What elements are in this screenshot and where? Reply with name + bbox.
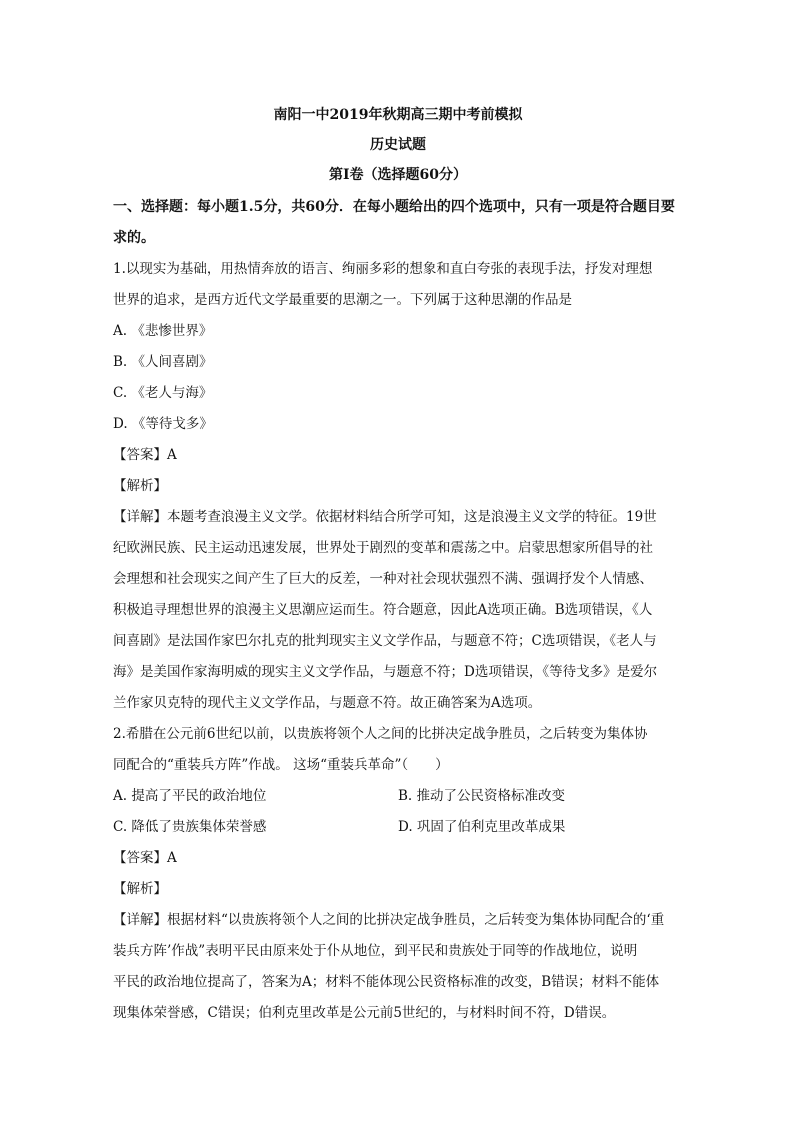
volume-title: 第Ⅰ卷（选择题60分） — [328, 167, 468, 183]
document-page — [113, 100, 683, 1029]
q1-option-b: B. 《人间喜剧》 — [113, 354, 213, 370]
q1-option-d: D. 《等待戈多》 — [113, 416, 213, 432]
q2-options-row-2 — [113, 812, 683, 843]
q2-detail-line: 平民的政治地位提高了，答案为A；材料不能体现公民资格标准的改变，B错误；材料不能体 — [113, 974, 660, 990]
q1-detail-line: 兰作家贝克特的现代主义文学作品，与题意不符。故正确答案为A选项。 — [113, 695, 542, 711]
q1-detail-line: 会理想和社会现实之间产生了巨大的反差，一种对社会现状强烈不满、强调抒发个人情感、 — [113, 571, 653, 587]
q2-option-a: A. 提高了平民的政治地位 — [113, 788, 267, 804]
q1-answer: 【答案】A — [113, 447, 177, 463]
subject-title: 历史试题 — [370, 137, 426, 153]
section-instructions — [113, 192, 683, 254]
q1-option-a: A. 《悲惨世界》 — [113, 323, 213, 339]
q2-option-d: D. 巩固了伯利克里改革成果 — [398, 819, 566, 835]
section-line-1: 一、选择题：每小题1.5分，共60分．在每小题给出的四个选项中，只有一项是符合题目要 — [113, 199, 675, 215]
q2-options-row-1 — [113, 781, 683, 812]
q1-detail-line: 海》是美国作家海明威的现实主义文学作品，与题意不符；D选项错误，《等待戈多》是爱尔 — [113, 664, 658, 680]
q1-detail-line: 【详解】本题考查浪漫主义文学。依据材料结合所学可知，这是浪漫主义文学的特征。19世 — [113, 509, 657, 525]
q2-stem-line-1: 2.希腊在公元前6世纪以前，以贵族将领个人之间的比拼决定战争胜员，之后转变为集体协 — [113, 726, 648, 742]
q1-detail-line: 间喜剧》是法国作家巴尔扎克的批判现实主义文学作品，与题意不符；C选项错误，《老人与 — [113, 633, 657, 649]
question-1 — [113, 254, 683, 719]
q2-analysis-label: 【解析】 — [113, 881, 167, 897]
q2-detail-line: 【详解】根据材料“以贵族将领个人之间的比拼决定战争胜员，之后转变为集体协同配合的‘重 — [113, 912, 665, 928]
q2-option-c: C. 降低了贵族集体荣誉感 — [113, 819, 267, 835]
q1-stem-line-1: 1.以现实为基础，用热情奔放的语言、绚丽多彩的想象和直白夸张的表现手法，抒发对理想 — [113, 261, 653, 277]
q1-analysis-label: 【解析】 — [113, 478, 167, 494]
q1-stem-line-2: 世界的追求，是西方近代文学最重要的思潮之一。下列属于这种思潮的作品是 — [113, 292, 572, 308]
q2-option-b: B. 推动了公民资格标准改变 — [398, 788, 566, 804]
school-title: 南阳一中2019年秋期高三期中考前模拟 — [273, 107, 523, 123]
q2-answer: 【答案】A — [113, 850, 177, 866]
q1-option-c: C. 《老人与海》 — [113, 385, 213, 401]
q1-detail-line: 积极追寻理想世界的浪漫主义思潮应运而生。符合题意，因此A选项正确。B选项错误，《人 — [113, 602, 653, 618]
q2-detail-line: 装兵方阵’作战”表明平民由原来处于仆从地位，到平民和贵族处于同等的作战地位，说明 — [113, 943, 638, 959]
q2-stem-line-2: 同配合的“重装兵方阵”作战。 这场“重装兵革命”（ ） — [113, 757, 449, 773]
q2-detail-line: 现集体荣誉感，C错误；伯利克里改革是公元前5世纪的，与材料时间不符，D错误。 — [113, 1005, 616, 1021]
section-line-2: 求的。 — [113, 230, 155, 246]
question-2 — [113, 719, 683, 1029]
q1-detail-line: 纪欧洲民族、民主运动迅速发展，世界处于剧烈的变革和震荡之中。启蒙思想家所倡导的社 — [113, 540, 653, 556]
